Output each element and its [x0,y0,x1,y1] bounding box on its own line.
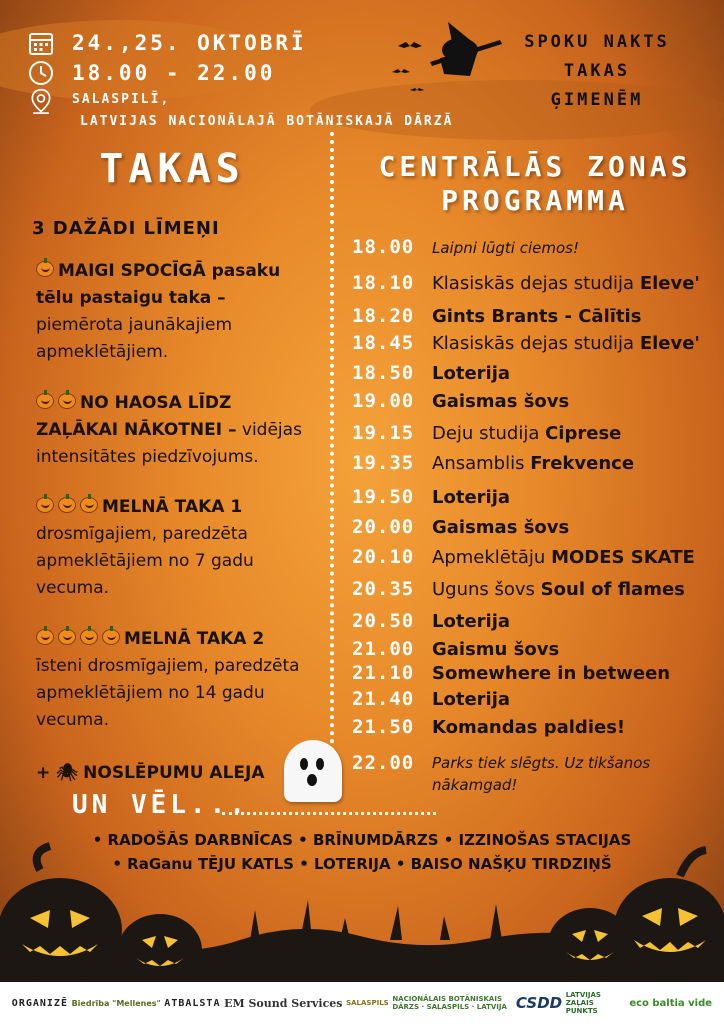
program-time: 19.50 [352,486,415,508]
program-desc [432,453,634,474]
mellenes-logo: Biedrība "Mellenes" [71,998,161,1008]
program-item [352,578,685,600]
ghost-icon [284,740,342,802]
program-time: 21.00 [352,638,415,660]
program-desc [432,273,700,294]
event-title [512,28,682,115]
event-title-line-1: SPOKU NAKTS [524,32,670,52]
extra-item: LOTERIJA [314,855,391,873]
pumpkin-icon [36,629,54,645]
mystery-alley-label: NOSLĒPUMU ALEJA [83,763,265,783]
trail-item-1 [36,258,318,366]
program-item [352,272,700,294]
trail-name: MELNĀ TAKA 1 [102,497,243,517]
green-point-logo: LATVIJAS ZAĻAIS PUNKTS [565,991,601,1015]
program-desc [432,752,682,796]
sponsor-footer [0,982,724,1024]
trail-desc: vidējas intensitātes piedzīvojums. [36,420,302,467]
program-desc [432,306,641,327]
location-line-1: SALASPILĪ, [72,92,171,107]
program-desc [432,663,670,684]
pumpkin-icon [58,497,76,513]
program-title-line-1: CENTRĀLĀS ZONAS [378,150,692,183]
program-time: 21.10 [352,662,415,684]
witch-on-broom-icon [430,22,502,76]
program-desc-highlight: Komandas paldies! [432,717,626,738]
program-time: 20.35 [352,578,415,600]
more-title: UN VĒL... [72,790,249,820]
program-item [352,610,510,632]
program-desc-highlight: Gaismas šovs [432,391,570,412]
program-desc [432,639,559,660]
levels-heading: 3 DAŽĀDI LĪMEŅI [32,218,220,239]
date-row [28,30,307,56]
program-time: 18.10 [352,272,415,294]
program-desc-highlight: Loterija [432,611,511,632]
program-desc-text: Uguns šovs [432,579,541,600]
program-desc [432,611,510,632]
pumpkin-right-icon [530,836,724,986]
program-desc [432,547,695,568]
program-time: 19.35 [352,452,415,474]
program-time: 21.40 [352,688,415,710]
program-desc-highlight: Ciprese [545,423,622,444]
organize-label: ORGANIZĒ [11,997,68,1009]
program-desc-highlight: Somewhere in between [432,663,671,684]
program-title [350,150,720,218]
program-desc-text: Laipni lūgti ciemos! [432,239,579,257]
trail-desc: īsteni drosmīgajiem, paredzēta apmeklētājiem no 14 gadu vecuma. [36,656,300,730]
calendar-icon [28,30,54,56]
program-desc-highlight: Soul of flames [540,579,685,600]
extra-item: BRĪNUMDĀRZS [312,831,439,849]
program-desc-highlight: Eleve' [639,273,700,294]
trail-name: NO HAOSA LĪDZ ZAĻĀKAI NĀKOTNEI – [36,393,237,440]
program-item [352,422,621,444]
program-item [352,362,510,384]
event-time: 18.00 - 22.00 [72,61,276,85]
program-desc-highlight: Frekvence [530,453,635,474]
program-time: 22.00 [352,752,415,774]
support-label: ATBALSTA [164,997,221,1009]
program-desc-text: Klasiskās dejas studija [432,273,640,294]
em-sound-logo: EM Sound Services [224,996,343,1010]
program-time: 20.00 [352,516,415,538]
program-desc-text: Apmeklētāju [432,547,552,568]
trail-name: MELNĀ TAKA 2 [124,629,265,649]
program-desc-highlight: Loterija [432,487,511,508]
program-time: 18.45 [352,332,415,354]
program-desc-text: Ansamblis [432,453,531,474]
program-time: 18.00 [352,236,415,258]
program-time: 20.10 [352,546,415,568]
program-desc [432,717,625,738]
csdd-logo: CSDD [515,994,563,1012]
program-time: 18.50 [352,362,415,384]
program-desc-highlight: Loterija [432,689,511,710]
program-desc-text: Klasiskās dejas studija [432,333,640,354]
spider-icon: + 🕷 [36,763,78,783]
pumpkin-icon [36,497,54,513]
program-item [352,332,700,354]
program-desc [432,579,685,600]
program-desc [432,391,569,412]
trail-item-4 [36,626,318,734]
program-item [352,546,695,568]
program-desc [432,487,510,508]
event-dates: 24.,25. OKTOBRĪ [72,31,307,55]
program-item [352,305,641,327]
program-title-line-2: PROGRAMMA [441,184,629,217]
location-line-2: LATVIJAS NACIONĀLAJĀ BOTĀNISKAJĀ DĀRZĀ [80,114,454,129]
program-desc-highlight: Gints Brants - Cālītis [432,306,642,327]
pumpkin-icon [58,629,76,645]
pumpkin-icon [80,629,98,645]
program-item [352,716,625,738]
trail-name: MAIGI SPOCĪGĀ pasaku tēlu pastaigu taka – [36,261,281,308]
extras-list: • RADOŠĀS DARBNĪCAS • BRĪNUMDĀRZS • IZZINOŠAS STACIJAS • RaGanu TĒJU KATLS • LOTERIJA • BAISO NAŠĶU TIRDZIŅŠ [92,831,632,873]
program-item [352,452,634,474]
mystery-alley [36,760,318,787]
program-item [352,688,510,710]
program-desc-highlight: Gaismu šovs [432,639,560,660]
program-desc [432,689,510,710]
program-time: 20.50 [352,610,415,632]
bats-icon [392,42,424,91]
program-item [352,390,569,412]
pumpkin-icon [36,261,54,277]
program-item [352,236,579,258]
botanic-garden-logo: NACIONĀLAIS BOTĀNISKAIS DĀRZS · SALASPILS · LATVIJA [392,995,507,1011]
program-time: 19.15 [352,422,415,444]
location-pin-icon [28,88,54,114]
program-desc-highlight: Loterija [432,363,511,384]
program-time: 19.00 [352,390,415,412]
trails-title: TAKAS [99,146,245,192]
clock-icon [28,60,54,86]
program-item [352,752,682,796]
program-desc-highlight: Eleve' [639,333,700,354]
pumpkin-icon [58,393,76,409]
program-time: 21.50 [352,716,415,738]
trail-item-2 [36,390,318,471]
program-item [352,662,670,684]
program-desc [432,363,510,384]
eco-baltia-logo: eco baltia vide [629,997,713,1009]
pumpkin-icon [102,629,120,645]
program-desc-highlight: Gaismas šovs [432,517,570,538]
column-divider [330,132,334,792]
program-desc-text: Parks tiek slēgts. Uz tikšanos nākamgad! [432,754,651,794]
program-desc [432,239,579,257]
trail-desc: piemērota jaunākajiem apmeklētājiem. [36,315,233,362]
trail-desc: drosmīgajiem, paredzēta apmeklētājiem no 7 gadu vecuma. [36,524,254,598]
salaspils-logo: SALASPILS [346,999,389,1007]
extra-item: BAISO NAŠĶU TIRDZIŅŠ [410,855,612,873]
pumpkin-icon [36,393,54,409]
pumpkin-icon [80,497,98,513]
trail-item-3 [36,494,318,602]
program-desc [432,333,700,354]
extra-item: RADOŠĀS DARBNĪCAS [107,831,293,849]
program-desc [432,423,621,444]
program-desc [432,517,569,538]
time-row [28,60,275,86]
program-item [352,638,559,660]
extra-item: RaGanu TĒJU KATLS [127,855,294,873]
program-desc-highlight: MODES SKATE [551,547,695,568]
event-title-line-2: TAKAS [563,61,631,81]
event-title-line-3: ĢIMENĒM [550,90,644,110]
more-dots-divider [222,812,436,815]
program-desc-text: Deju studija [432,423,546,444]
pumpkin-left-icon [0,840,210,990]
program-item [352,516,569,538]
program-item [352,486,510,508]
extra-item: IZZINOŠAS STACIJAS [458,831,632,849]
program-time: 18.20 [352,305,415,327]
